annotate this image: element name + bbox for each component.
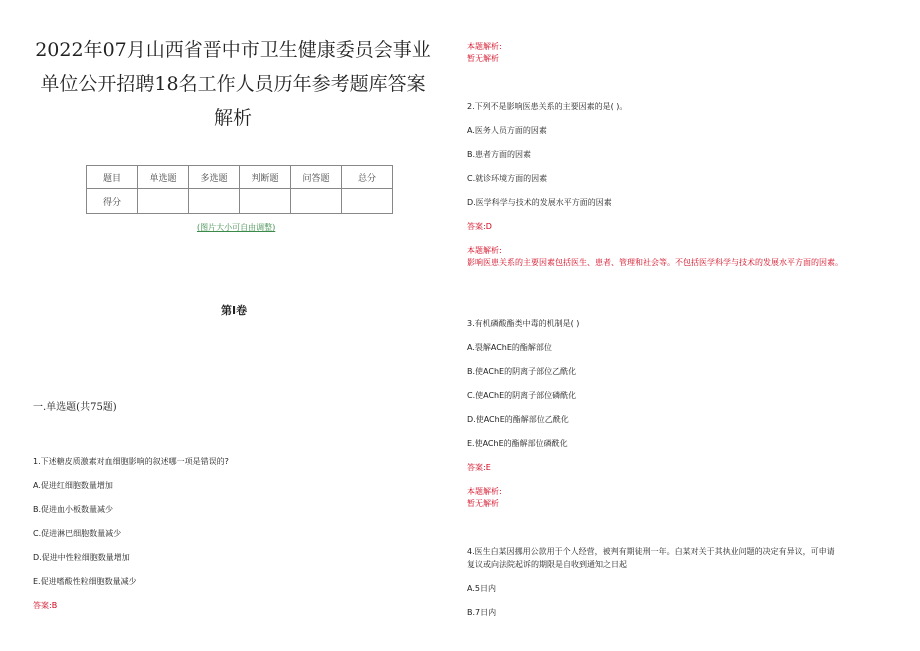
option-c: C.使AChE的阴离子部位磷酰化 xyxy=(467,391,577,400)
score-row-label: 得分 xyxy=(87,189,138,214)
section-heading: 一.单选题(共75题) xyxy=(33,402,117,413)
question-stem: 3.有机磷酸酯类中毒的机制是( ) xyxy=(467,319,580,328)
question-stem: 2.下列不是影响医患关系的主要因素的是( )。 xyxy=(467,102,628,111)
score-cell xyxy=(342,189,393,214)
option-a: A.裂解AChE的酯解部位 xyxy=(467,343,552,352)
question-stem-line-1: 4.医生白某因挪用公款用于个人经营，被判有期徒刑一年。白某对关于其执业问题的决定有异议，可申请 xyxy=(467,547,835,556)
score-header-cell: 判断题 xyxy=(240,166,291,189)
option-b: B.促进血小板数量减少 xyxy=(33,505,114,514)
score-cell xyxy=(138,189,189,214)
option-a: A.促进红细胞数量增加 xyxy=(33,481,113,490)
doc-title-line-1: 2022年07月山西省晋中市卫生健康委员会事业 xyxy=(35,39,431,61)
option-b: B.患者方面的因素 xyxy=(467,150,532,159)
score-header-cell: 多选题 xyxy=(189,166,240,189)
doc-title-line-2: 单位公开招聘18名工作人员历年参考题库答案 xyxy=(40,73,426,95)
score-cell xyxy=(189,189,240,214)
score-header-cell: 总分 xyxy=(342,166,393,189)
option-d: D.医学科学与技术的发展水平方面的因素 xyxy=(467,198,612,207)
analysis-label: 本题解析: xyxy=(467,246,502,255)
option-a: A.5日内 xyxy=(467,584,496,593)
score-header-cell: 单选题 xyxy=(138,166,189,189)
option-c: C.促进淋巴细胞数量减少 xyxy=(33,529,122,538)
option-b: B.使AChE的阴离子部位乙酰化 xyxy=(467,367,577,376)
answer: 答案:D xyxy=(467,222,492,231)
option-b: B.7日内 xyxy=(467,608,497,617)
score-table-header-row xyxy=(87,166,393,189)
analysis-text: 暂无解析 xyxy=(467,54,499,63)
answer: 答案:B xyxy=(33,601,58,610)
option-c: C.就诊环境方面的因素 xyxy=(467,174,548,183)
score-table-score-row xyxy=(87,189,393,214)
doc-title-line-3: 解析 xyxy=(213,107,252,129)
analysis-label: 本题解析: xyxy=(467,42,502,51)
option-e: E.促进嗜酸性粒细胞数量减少 xyxy=(33,577,137,586)
option-d: D.使AChE的酯解部位乙酰化 xyxy=(467,415,569,424)
question-stem: 1.下述糖皮质激素对血细胞影响的叙述哪一项是错误的? xyxy=(33,457,229,466)
option-e: E.使AChE的酯解部位磷酰化 xyxy=(467,439,568,448)
answer: 答案:E xyxy=(467,463,491,472)
option-d: D.促进中性粒细胞数量增加 xyxy=(33,553,130,562)
analysis-text: 暂无解析 xyxy=(467,499,499,508)
analysis-text: 影响医患关系的主要因素包括医生、患者、管理和社会等。不包括医学科学与技术的发展水平方面的因素。 xyxy=(467,258,843,267)
image-caption: (图片大小可自由调整) xyxy=(197,223,276,232)
score-table xyxy=(86,165,393,214)
score-header-cell: 问答题 xyxy=(291,166,342,189)
analysis-label: 本题解析: xyxy=(467,487,502,496)
score-header-cell: 题目 xyxy=(87,166,138,189)
question-stem-line-2: 复议或向法院起诉的期限是自收到通知之日起 xyxy=(467,560,627,569)
option-a: A.医务人员方面的因素 xyxy=(467,126,547,135)
score-cell xyxy=(291,189,342,214)
volume-heading: 第Ⅰ卷 xyxy=(221,304,248,317)
score-cell xyxy=(240,189,291,214)
